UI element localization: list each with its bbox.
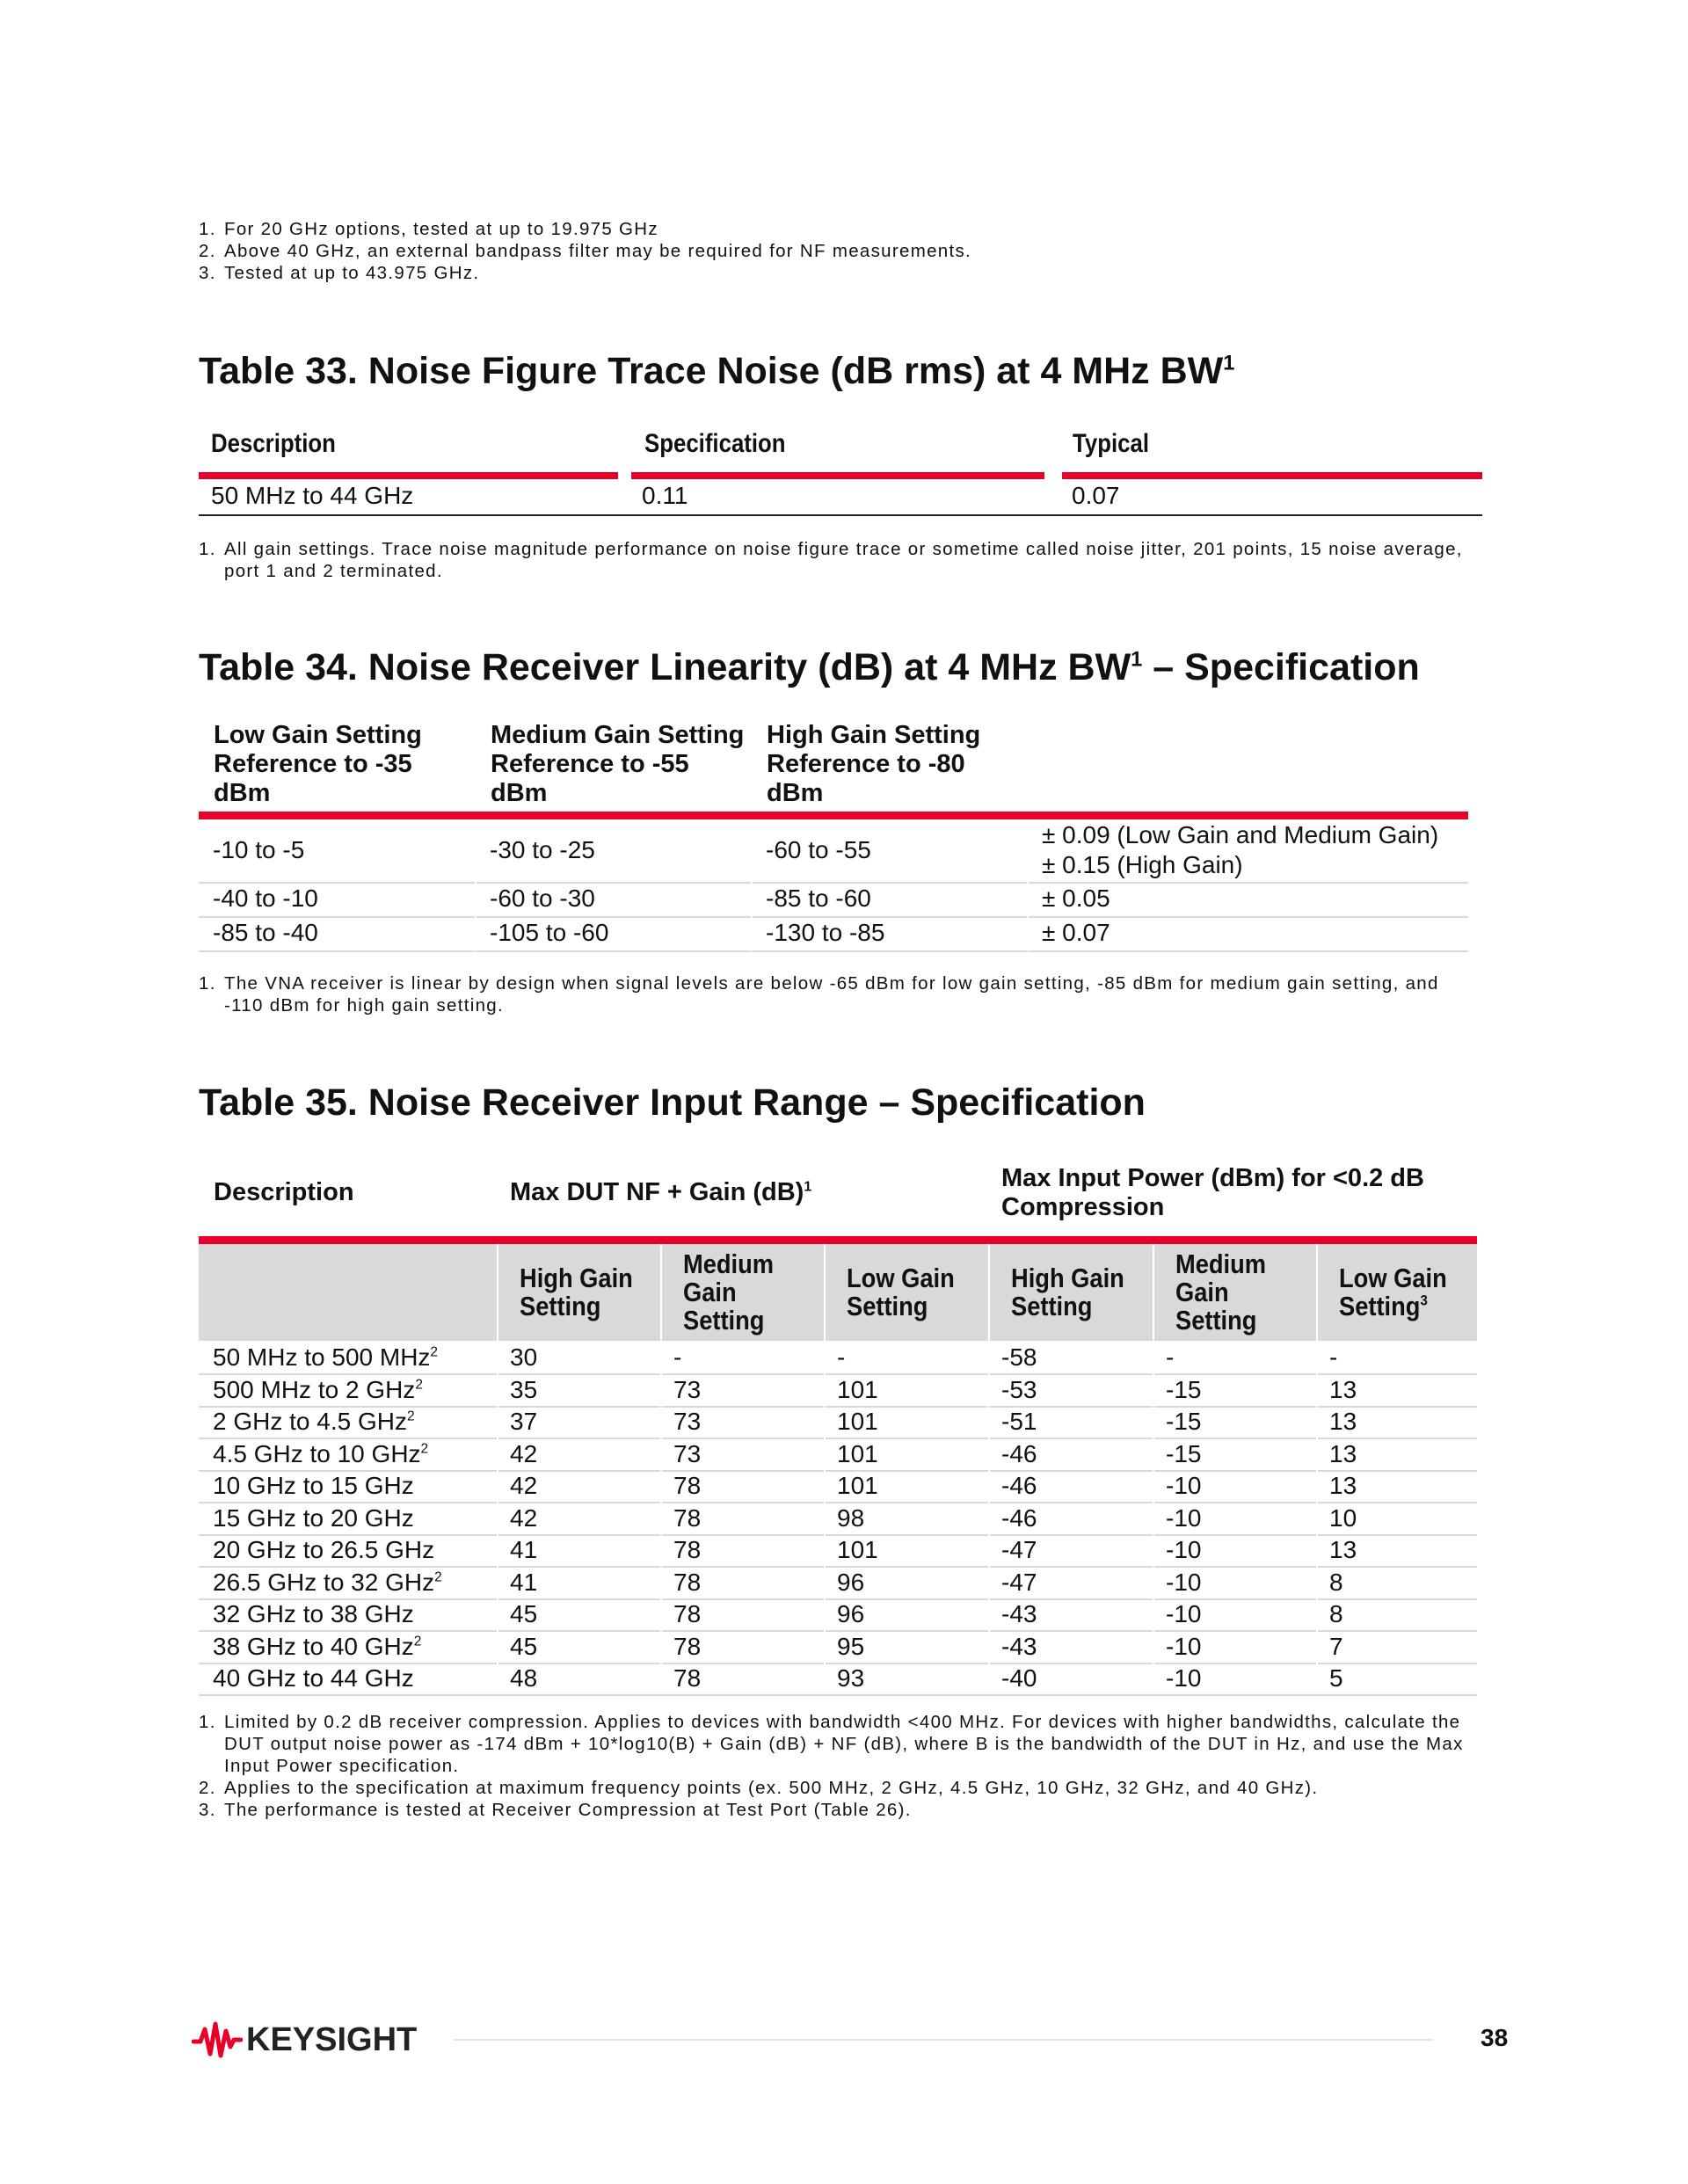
footnote-ref: 2 (413, 1634, 422, 1649)
table34-r1-c4-line1: ± 0.09 (Low Gain and Medium Gain) (1042, 821, 1439, 848)
table33-row-rule (199, 514, 1482, 516)
table34-r1-c2: -30 to -25 (490, 836, 595, 863)
row-label: 15 GHz to 20 GHz (213, 1503, 414, 1532)
table35-subheader-band (199, 1244, 1477, 1341)
footnote-number: 1. (199, 1712, 216, 1732)
table34-r3-c4: ± 0.07 (1042, 919, 1110, 946)
table35-row-description (213, 1407, 415, 1437)
table35-cell: 78 (673, 1664, 702, 1692)
table35-header-max-input-power (1001, 1164, 1424, 1222)
footnote-text: The performance is tested at Receiver Compression at Test Port (Table 26). (224, 1800, 912, 1820)
table34-header-low-gain (214, 721, 422, 808)
table35-cell: -40 (1001, 1664, 1037, 1692)
footnote-number: 1. (199, 219, 216, 239)
footnote-item (199, 1711, 1491, 1777)
header-line: Medium (683, 1249, 775, 1279)
table35-row-description (213, 1599, 414, 1629)
table33-header-typical: Typical (1073, 429, 1149, 458)
header-line: dBm (767, 779, 824, 807)
footnote-text: For 20 GHz options, tested at up to 19.975 GHz (224, 219, 658, 239)
header-line: Compression (1001, 1193, 1165, 1221)
table35-title (199, 1081, 1146, 1125)
footnote-item (199, 538, 1491, 582)
header-line: Setting (520, 1291, 601, 1321)
table33-title-footnote-ref: 1 (1223, 352, 1235, 375)
table33-title (199, 350, 1234, 393)
table35-cell: 41 (510, 1536, 538, 1563)
header-line: Medium (1175, 1249, 1267, 1279)
table35-row-description (213, 1343, 438, 1372)
table35-cell: 13 (1329, 1472, 1357, 1499)
table33-cell-specification: 0.11 (642, 482, 688, 509)
table35-cell: -47 (1001, 1568, 1037, 1596)
table35-cell: 42 (510, 1503, 538, 1532)
footnote-number: 1. (199, 973, 216, 994)
brand-name: KEYSIGHT (246, 2020, 418, 2058)
table34-r3-c1: -85 to -40 (213, 919, 318, 946)
table35-row-description (213, 1663, 414, 1693)
table33-header-rule-1 (199, 472, 618, 479)
table34-title-text: Table 34. Noise Receiver Linearity (dB) at 4 MHz BW (199, 646, 1131, 688)
table35-cell: 13 (1329, 1375, 1357, 1403)
header-line: Max Input Power (dBm) for <0.2 dB (1001, 1164, 1424, 1192)
table35-cell: 101 (837, 1439, 878, 1467)
table34-r1-c1: -10 to -5 (213, 836, 305, 863)
header-line: Low Gain (847, 1263, 955, 1293)
footnote-item (199, 218, 1491, 240)
header-line: Setting (683, 1305, 765, 1336)
table35-cell: 101 (837, 1375, 878, 1403)
table35-sub-low-gain-nf (847, 1264, 955, 1321)
header-line: Setting (1339, 1291, 1421, 1321)
table35-cell: 96 (837, 1600, 865, 1627)
table35-cell: 78 (673, 1503, 702, 1532)
row-label: 10 GHz to 15 GHz (213, 1472, 414, 1499)
footnote-text: Applies to the specification at maximum frequency points (ex. 500 MHz, 2 GHz, 4.5 GHz, 10 GHz, 32 GHz, and 40 GHz). (224, 1778, 1319, 1798)
table35-sub-medium-gain-nf (683, 1250, 774, 1335)
table34-header-rule (199, 812, 1468, 819)
header-line: Low Gain Setting (214, 721, 422, 749)
header-line: Setting (1175, 1305, 1257, 1336)
table35-cell: -46 (1001, 1439, 1037, 1467)
footnote-ref: 1 (804, 1179, 812, 1195)
table35-cell: - (837, 1343, 846, 1371)
header-line: Gain (683, 1277, 737, 1307)
footnote-number: 3. (199, 1800, 216, 1820)
table34-r3-c2: -105 to -60 (490, 919, 609, 946)
row-label: 26.5 GHz to 32 GHz (213, 1568, 435, 1596)
table35-cell: 78 (673, 1536, 702, 1563)
footnote-number: 2. (199, 1778, 216, 1798)
table34-col-sep (1027, 819, 1029, 951)
table35-cell: 30 (510, 1343, 538, 1371)
table35-cell: -10 (1166, 1568, 1202, 1596)
keysight-wave-icon (192, 2020, 243, 2059)
footnote-ref: 2 (415, 1377, 423, 1393)
footnote-text: Above 40 GHz, an external bandpass filter may be required for NF measurements. (224, 241, 972, 261)
table33-footnotes (199, 538, 1491, 582)
row-label: 32 GHz to 38 GHz (213, 1600, 414, 1627)
header-line: High Gain (520, 1263, 633, 1293)
footnote-text: All gain settings. Trace noise magnitude performance on noise figure trace or sometime called noise jitter, 201 points, 15 noise average, port 1 and 2 terminated. (224, 539, 1463, 581)
footnote-text: Limited by 0.2 dB receiver compression. Applies to devices with bandwidth <400 MHz. For devices with higher bandwidths, calculate the DUT output noise power as -174 dBm + 10*log10(B) + Gain (dB) + NF (dB), where B is the bandwidth of the DUT in Hz, and use the Max Input Power specification. (224, 1712, 1464, 1776)
table35-cell: -46 (1001, 1472, 1037, 1499)
table35-cell: 8 (1329, 1600, 1343, 1627)
footnote-ref: 3 (1420, 1292, 1428, 1309)
table35-cell: 73 (673, 1439, 702, 1467)
table35-cell: 48 (510, 1664, 538, 1692)
header-line: Setting (847, 1291, 928, 1321)
table35-cell: -46 (1001, 1503, 1037, 1532)
table34-header-high-gain (767, 721, 980, 808)
table35-cell: -10 (1166, 1600, 1202, 1627)
row-label: 38 GHz to 40 GHz (213, 1632, 414, 1660)
table34-r2-c2: -60 to -30 (490, 885, 595, 912)
row-label: 500 MHz to 2 GHz (213, 1375, 416, 1403)
top-footnotes (199, 218, 1491, 284)
table35-col-sep (1153, 1244, 1154, 1694)
table34-title (199, 646, 1420, 689)
table35-col-sep (660, 1244, 662, 1694)
table35-col-sep (1316, 1244, 1318, 1694)
table35-cell: 10 (1329, 1503, 1357, 1532)
table35-cell: -10 (1166, 1632, 1202, 1660)
table35-row-description (213, 1632, 421, 1662)
table33-cell-typical: 0.07 (1072, 482, 1120, 509)
header-line: High Gain (1011, 1263, 1124, 1293)
table35-cell: 73 (673, 1375, 702, 1403)
table35-row-description (213, 1375, 423, 1405)
table35-cell: 93 (837, 1664, 865, 1692)
footnote-number: 2. (199, 241, 216, 261)
footnote-item (199, 262, 1491, 284)
table35-row-description (213, 1503, 414, 1533)
table35-cell: 41 (510, 1568, 538, 1596)
table35-cell: 95 (837, 1632, 865, 1660)
footnote-text: The VNA receiver is linear by design when signal levels are below -65 dBm for low gain setting, -85 dBm for medium gain setting, and -110 dBm for high gain setting. (224, 973, 1439, 1016)
table35-header-max-nf (510, 1178, 811, 1207)
table33-header-description: Description (211, 429, 336, 458)
table35-row-description (213, 1535, 434, 1565)
table34-col-sep (751, 819, 753, 951)
table35-cell: -15 (1166, 1408, 1202, 1435)
table35-col-sep (824, 1244, 826, 1694)
header-line: Setting (1011, 1291, 1093, 1321)
table35-cell: 42 (510, 1439, 538, 1467)
table35-cell: 45 (510, 1600, 538, 1627)
table35-cell: 78 (673, 1600, 702, 1627)
table35-cell: 78 (673, 1632, 702, 1660)
table35-cell: -43 (1001, 1600, 1037, 1627)
table34-r2-c3: -85 to -60 (766, 885, 871, 912)
row-label: 40 GHz to 44 GHz (213, 1664, 414, 1692)
table35-cell: - (673, 1343, 682, 1371)
table35-cell: 13 (1329, 1439, 1357, 1467)
table35-header-rule (199, 1236, 1477, 1244)
table35-col-sep (988, 1244, 990, 1694)
row-label: 50 MHz to 500 MHz (213, 1343, 431, 1371)
table34-col-sep (475, 819, 477, 951)
header-line: Reference to -35 (214, 750, 412, 778)
footnote-item (199, 1777, 1491, 1799)
table35-cell: -43 (1001, 1632, 1037, 1660)
table35-cell: 101 (837, 1408, 878, 1435)
table35-cell: 7 (1329, 1632, 1343, 1660)
table35-footnotes (199, 1711, 1491, 1821)
footnote-number: 3. (199, 263, 216, 283)
table35-sub-high-gain-pwr (1011, 1264, 1124, 1321)
footnote-ref: 2 (420, 1441, 429, 1457)
header-text: Max DUT NF + Gain (dB) (510, 1178, 804, 1206)
table35-cell: 35 (510, 1375, 538, 1403)
table35-cell: 42 (510, 1472, 538, 1499)
table35-cell: -51 (1001, 1408, 1037, 1435)
table34-footnotes (199, 972, 1465, 1016)
table34-title-footnote-ref: 1 (1131, 648, 1143, 672)
table35-cell: 13 (1329, 1536, 1357, 1563)
table35-cell: 78 (673, 1472, 702, 1499)
table33-header-specification: Specification (644, 429, 786, 458)
table35-cell: -53 (1001, 1375, 1037, 1403)
table34-r1-c3: -60 to -55 (766, 836, 871, 863)
table35-row-rule (199, 1694, 1477, 1696)
header-line: Medium Gain Setting (491, 721, 745, 749)
table35-cell: 78 (673, 1568, 702, 1596)
table35-cell: -47 (1001, 1536, 1037, 1563)
header-line: dBm (214, 779, 271, 807)
table34-row-rule (199, 950, 1468, 952)
table35-cell: -10 (1166, 1664, 1202, 1692)
footnote-text: Tested at up to 43.975 GHz. (224, 263, 480, 283)
table35-row-description (213, 1568, 442, 1598)
table35-cell: - (1329, 1343, 1338, 1371)
footnote-ref: 2 (430, 1344, 438, 1360)
table35-cell: 101 (837, 1472, 878, 1499)
table35-cell: 45 (510, 1632, 538, 1660)
header-line: Reference to -80 (767, 750, 965, 778)
table35-cell: 98 (837, 1503, 865, 1532)
table35-sub-high-gain-nf (520, 1264, 633, 1321)
keysight-logo (192, 2020, 417, 2059)
header-line: Reference to -55 (491, 750, 689, 778)
table35-cell: -15 (1166, 1375, 1202, 1403)
row-label: 2 GHz to 4.5 GHz (213, 1408, 407, 1435)
table35-cell: -10 (1166, 1472, 1202, 1499)
table35-header-description: Description (214, 1178, 354, 1206)
table34-title-tail: – Specification (1142, 646, 1420, 688)
table33-header-rule-2 (631, 472, 1044, 479)
header-line: Low Gain (1339, 1263, 1447, 1293)
header-line: High Gain Setting (767, 721, 981, 749)
table35-cell: -15 (1166, 1439, 1202, 1467)
table35-cell: - (1166, 1343, 1175, 1371)
header-line: dBm (491, 779, 548, 807)
table35-cell: 96 (837, 1568, 865, 1596)
row-label: 20 GHz to 26.5 GHz (213, 1536, 435, 1563)
table35-title-text: Table 35. Noise Receiver Input Range – Specification (199, 1081, 1146, 1124)
table35-sub-medium-gain-pwr (1175, 1250, 1266, 1335)
footnote-item (199, 240, 1491, 262)
table33-header-rule-3 (1062, 472, 1482, 479)
table34-r1-c4-line2: ± 0.15 (High Gain) (1042, 851, 1243, 878)
table35-cell: 5 (1329, 1664, 1343, 1692)
table35-cell: 13 (1329, 1408, 1357, 1435)
footer-divider (454, 2039, 1433, 2041)
footnote-ref: 2 (434, 1569, 442, 1585)
table34-r2-c4: ± 0.05 (1042, 885, 1110, 912)
footnote-item (199, 972, 1465, 1016)
table35-col-sep (497, 1244, 498, 1694)
table35-cell: 37 (510, 1408, 538, 1435)
table35-sub-low-gain-pwr (1339, 1264, 1447, 1321)
table33-cell-description: 50 MHz to 44 GHz (211, 482, 414, 509)
table34-r2-c1: -40 to -10 (213, 885, 318, 912)
table35-cell: -10 (1166, 1503, 1202, 1532)
page-number: 38 (1481, 2024, 1509, 2051)
table35-cell: 73 (673, 1408, 702, 1435)
table34-r3-c3: -130 to -85 (766, 919, 885, 946)
table35-row-description (213, 1439, 428, 1469)
table35-cell: 8 (1329, 1568, 1343, 1596)
table35-row-description (213, 1471, 414, 1501)
table35-cell: -10 (1166, 1536, 1202, 1563)
footnote-number: 1. (199, 539, 216, 559)
footnote-ref: 2 (406, 1409, 415, 1424)
table34-header-medium-gain (491, 721, 744, 808)
table33-title-text: Table 33. Noise Figure Trace Noise (dB rms) at 4 MHz BW (199, 350, 1224, 392)
header-line: Gain (1175, 1277, 1229, 1307)
table35-cell: -58 (1001, 1343, 1037, 1371)
footnote-item (199, 1799, 1491, 1821)
table35-cell: 101 (837, 1536, 878, 1563)
row-label: 4.5 GHz to 10 GHz (213, 1439, 421, 1467)
